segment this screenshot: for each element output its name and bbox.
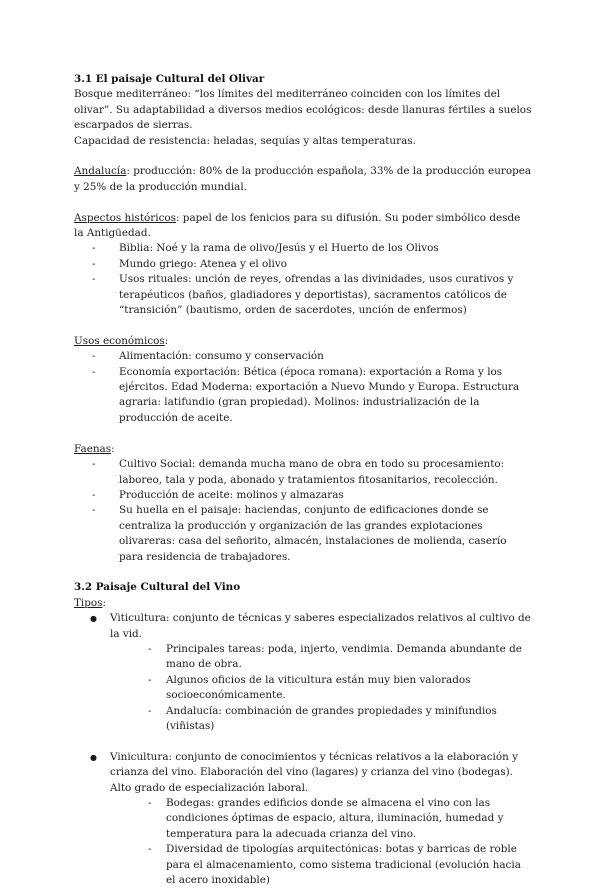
list-item: - Andalucía: combinación de grandes propiedades y minifundios (viñistas) <box>166 704 532 735</box>
faenas-heading: Faenas: <box>74 442 115 455</box>
list-item: - Economía exportación: Bética (época romana): exportación a Roma y los ejércitos. Edad Moderna: exportación a Nuevo Mundo y Europa. Estructura agraria: latifundio (gran propiedad). Molinos: industrialización de la producción de aceite. <box>119 365 532 427</box>
list-item-viticultura: ● Viticultura: conjunto de técnicas y saberes especializados relativos al cultivo de la vid. - Principales tareas: poda, injerto, vendimia. Demanda abundante de mano de obra. - Algunos oficios de la viticultura están muy bien valorados socioeconómicamente. - Andalucía: combinación de grandes propiedades y minifundios (viñistas) <box>110 611 532 750</box>
list-item: - Su huella en el paisaje: haciendas, conjunto de edificaciones donde se centraliza la producción y organización de las grandes explotaciones olivareras: casa del señorito, almacén, instalaciones de molienda, caserío para residencia de trabajadores. <box>119 503 532 565</box>
list-item: - Usos rituales: unción de reyes, ofrendas a las divinidades, usos curativos y terapéuticos (baños, gladiadores y deportistas), sacramentos católicos de “transición” (bautismo, orden de sacerdotes, unción de enfermos) <box>119 272 532 318</box>
vinicultura-sublist <box>110 796 532 888</box>
economicos-label: Usos económicos <box>74 334 165 347</box>
faenas-label: Faenas <box>74 442 112 455</box>
list-item: - Algunos oficios de la viticultura están muy bien valorados socioeconómicamente. <box>166 673 532 704</box>
viticultura-sublist <box>110 642 532 734</box>
andalucia-label: Andalucía <box>74 165 127 178</box>
economicos-list <box>74 349 532 426</box>
list-item-vinicultura: ● Vinicultura: conjunto de conocimientos y técnicas relativos a la elaboración y crianza del vino. Elaboración del vino (lagares) y crianza del vino (bodegas). Alto grado de especialización laboral. - Bodegas: grandes edificios donde se almacena el vino con las condiciones óptimas de espacio, altura, iluminación, humedad y temperatura para la adecuada crianza del vino. - Diversidad de tipologías arquitectónicas: botas y barricas de roble para el almacenamiento, como sistema tradicional (evolución hacia el acero inoxidable) <box>110 750 532 888</box>
resistance-paragraph: Capacidad de resistencia: heladas, sequías y altas temperaturas. <box>74 134 416 147</box>
section-title-olivar: 3.1 El paisaje Cultural del Olivar <box>74 73 265 85</box>
andalucia-text: : producción: 80% de la producción española, 33% de la producción europea y 25% de la producción mundial. <box>74 165 532 193</box>
tipos-list <box>74 611 532 888</box>
document-body <box>74 72 532 888</box>
list-item: - Diversidad de tipologías arquitectónicas: botas y barricas de roble para el almacenamiento, como sistema tradicional (evolución hacia el acero inoxidable) <box>166 842 532 888</box>
economicos-heading: Usos económicos: <box>74 334 169 347</box>
tipos-heading: Tipos: <box>74 596 107 609</box>
list-item: - Bodegas: grandes edificios donde se almacena el vino con las condiciones óptimas de espacio, altura, iluminación, humedad y temperatura para la adecuada crianza del vino. <box>166 796 532 842</box>
list-item: - Mundo griego: Atenea y el olivo <box>119 257 532 272</box>
historicos-list <box>74 241 532 318</box>
list-item: - Biblia: Noé y la rama de olivo/Jesús y el Huerto de los Olivos <box>119 241 532 256</box>
andalucia-paragraph <box>74 164 532 195</box>
historicos-paragraph <box>74 211 532 242</box>
faenas-list <box>74 457 532 565</box>
list-item: - Producción de aceite: molinos y almazaras <box>119 488 532 503</box>
historicos-text: : papel de los fenicios para su difusión. Su poder simbólico desde la Antigüedad. <box>74 211 521 240</box>
list-item: - Alimentación: consumo y conservación <box>119 349 532 364</box>
list-item: - Cultivo Social: demanda mucha mano de obra en todo su procesamiento: laboreo, tala y poda, abonado y tratamientos fitosanitarios, recolección. <box>119 457 532 488</box>
section-title-vino: 3.2 Paisaje Cultural del Vino <box>74 581 241 594</box>
intro-paragraph: Bosque mediterráneo: “los límites del mediterráneo coinciden con los límites del olivar”. Su adaptabilidad a diversos medios ecológicos: desde llanuras fértiles a suelos escarpados de sierras. <box>74 88 532 132</box>
historicos-label: Aspectos históricos <box>74 211 176 224</box>
list-item: - Principales tareas: poda, injerto, vendimia. Demanda abundante de mano de obra. <box>166 642 532 673</box>
tipos-label: Tipos <box>74 596 103 609</box>
